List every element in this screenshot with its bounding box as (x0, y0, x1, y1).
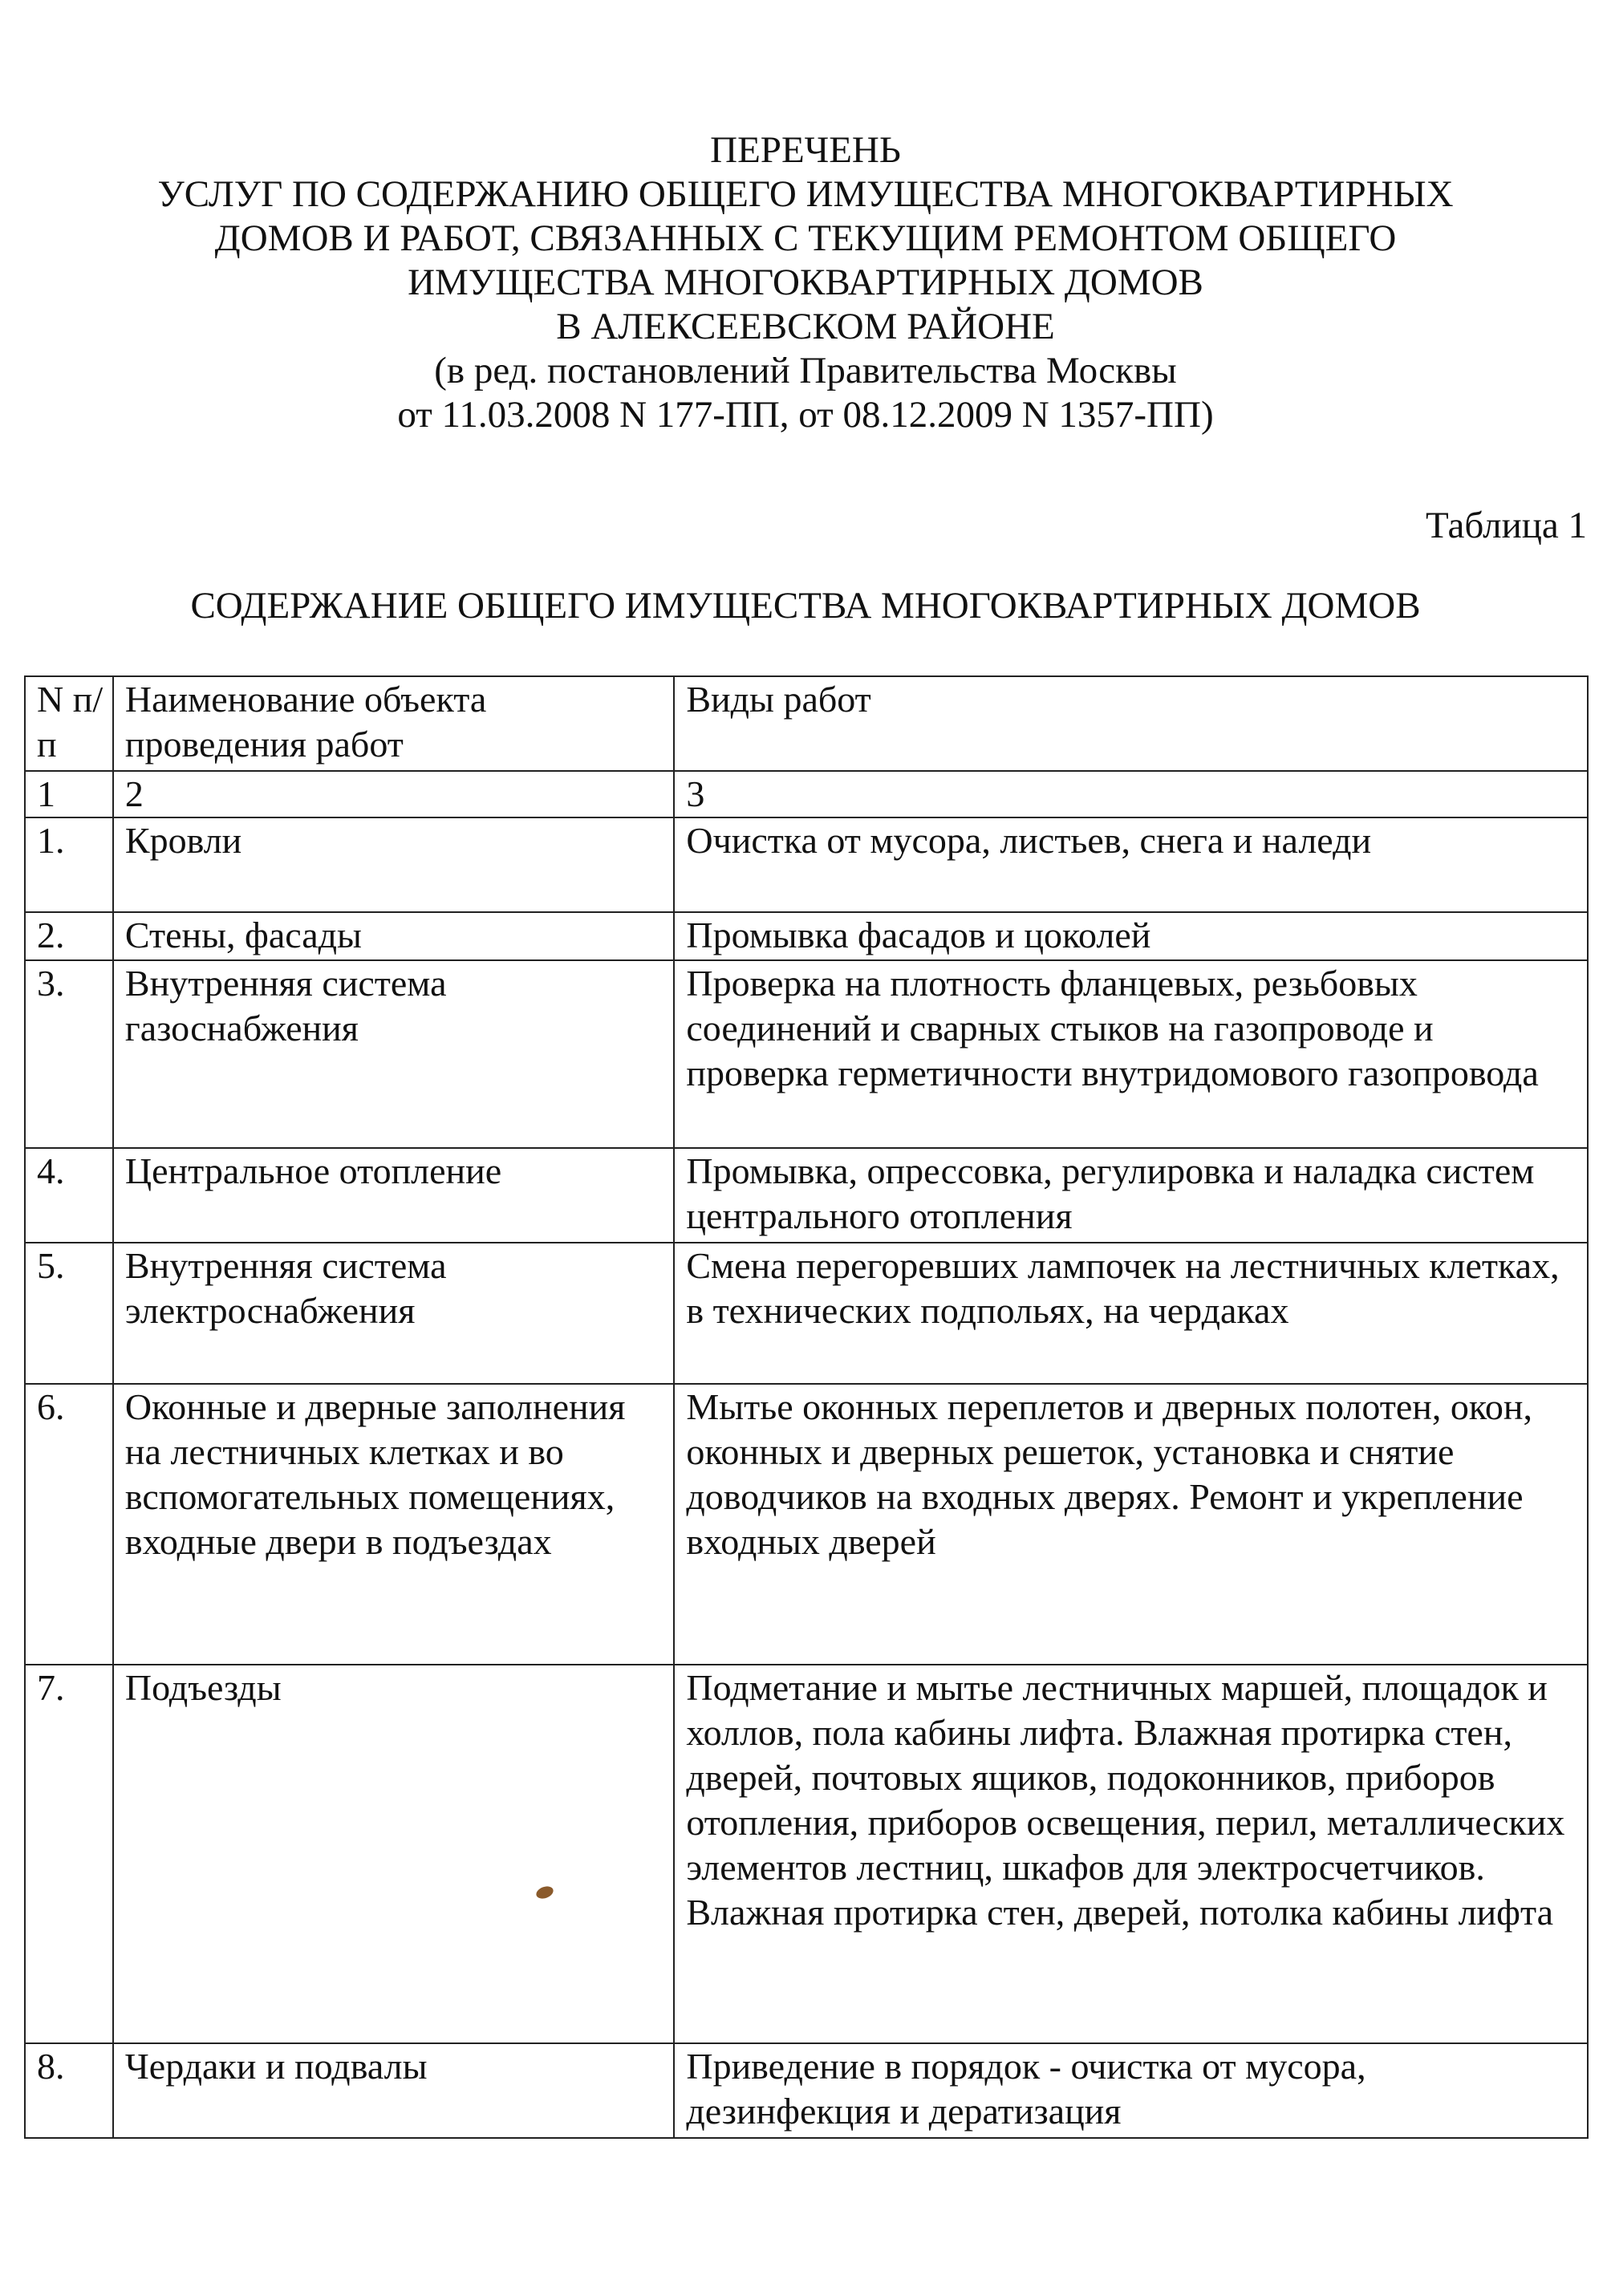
table-row (25, 817, 1588, 912)
row-works-text: Приведение в порядок - очистка от мусора, дезинфекция и дератизация (686, 2046, 1366, 2132)
row-object-text: Подъезды (124, 1667, 282, 1708)
row-works-text: Смена перегоревших лампочек на лестничных клетках, в технических подпольях, на чердаках (686, 1245, 1560, 1331)
row-num-cell (25, 1384, 113, 1665)
table-number-label: Таблица 1 (1425, 505, 1587, 546)
row-num-cell (25, 960, 113, 1148)
heading-line: от 11.03.2008 N 177-ПП, от 08.12.2009 N 1357-ПП) (397, 394, 1214, 436)
row-num-text: 3. (37, 963, 65, 1004)
table-row (25, 2043, 1588, 2138)
column-number-text: 2 (124, 773, 144, 814)
row-object-cell (113, 1243, 674, 1384)
document-heading (0, 128, 1611, 437)
row-works-text: Промывка, опрессовка, регулировка и наладка систем центрального отопления (686, 1150, 1535, 1236)
row-object-cell (113, 1148, 674, 1243)
row-works-cell (674, 960, 1588, 1148)
heading-line: УСЛУГ ПО СОДЕРЖАНИЮ ОБЩЕГО ИМУЩЕСТВА МНОГОКВАРТИРНЫХ (157, 173, 1454, 215)
table-row (25, 960, 1588, 1148)
row-works-text: Проверка на плотность фланцевых, резьбовых соединений и сварных стыков на газопроводе и проверка герметичности внутридомового газопровода (686, 963, 1539, 1093)
row-object-text: Оконные и дверные заполнения на лестничных клетках и во вспомогательных помещениях, входные двери в подъездах (124, 1386, 626, 1562)
row-num-text: 6. (37, 1386, 65, 1427)
header-cell-object (113, 676, 674, 771)
row-works-cell (674, 1148, 1588, 1243)
row-num-cell (25, 817, 113, 912)
row-works-text: Очистка от мусора, листьев, снега и наледи (686, 820, 1372, 861)
row-num-text: 5. (37, 1245, 65, 1286)
heading-line: ИМУЩЕСТВА МНОГОКВАРТИРНЫХ ДОМОВ (408, 262, 1203, 303)
row-num-cell (25, 1148, 113, 1243)
column-number-text: 3 (686, 773, 705, 814)
row-num-text: 1. (37, 820, 65, 861)
row-object-text: Кровли (124, 820, 242, 861)
row-object-cell (113, 1665, 674, 2043)
table-row (25, 1665, 1588, 2043)
heading-line: В АЛЕКСЕЕВСКОМ РАЙОНЕ (556, 306, 1055, 347)
table-row (25, 1148, 1588, 1243)
row-object-text: Внутренняя система газоснабжения (124, 963, 447, 1049)
column-number-row (25, 771, 1588, 817)
row-object-cell (113, 817, 674, 912)
row-object-cell (113, 912, 674, 960)
row-works-text: Мытье оконных переплетов и дверных полотен, окон, оконных и дверных решеток, установка и снятие доводчиков на входных дверях. Ремонт и укрепление входных дверей (686, 1386, 1532, 1562)
row-num-cell (25, 2043, 113, 2138)
row-num-text: 4. (37, 1150, 65, 1191)
row-works-text: Подметание и мытье лестничных маршей, площадок и холлов, пола кабины лифта. Влажная протирка стен, дверей, почтовых ящиков, подоконников, приборов отопления, приборов освещения, перил, металлических элементов лестниц, шкафов для электросчетчиков. Влажная протирка стен, дверей, потолка кабины лифта (686, 1667, 1565, 1933)
row-object-text: Стены, фасады (124, 915, 362, 955)
heading-line: ДОМОВ И РАБОТ, СВЯЗАННЫХ С ТЕКУЩИМ РЕМОНТОМ ОБЩЕГО (214, 217, 1397, 259)
column-number-text: 1 (37, 773, 55, 814)
table-row (25, 1243, 1588, 1384)
row-object-text: Чердаки и подвалы (124, 2046, 428, 2087)
header-works-text: Виды работ (686, 679, 871, 720)
header-cell-works (674, 676, 1588, 771)
row-object-cell (113, 2043, 674, 2138)
row-object-cell (113, 960, 674, 1148)
row-num-text: 2. (37, 915, 65, 955)
column-number-cell (674, 771, 1588, 817)
table-row (25, 1384, 1588, 1665)
header-cell-num (25, 676, 113, 771)
row-object-text: Внутренняя система электроснабжения (124, 1245, 447, 1331)
row-object-cell (113, 1384, 674, 1665)
header-num-text: N п/п (37, 679, 103, 765)
works-table (24, 675, 1589, 2139)
row-works-cell (674, 1665, 1588, 2043)
row-works-cell (674, 912, 1588, 960)
column-number-cell (113, 771, 674, 817)
row-num-cell (25, 1243, 113, 1384)
row-object-text: Центральное отопление (124, 1150, 502, 1191)
row-num-text: 7. (37, 1667, 65, 1708)
heading-line: ПЕРЕЧЕНЬ (710, 129, 901, 171)
table-row (25, 912, 1588, 960)
row-num-cell (25, 912, 113, 960)
heading-line: (в ред. постановлений Правительства Москвы (434, 350, 1177, 391)
section-title: СОДЕРЖАНИЕ ОБЩЕГО ИМУЩЕСТВА МНОГОКВАРТИРНЫХ ДОМОВ (190, 585, 1421, 627)
table-header-row (25, 676, 1588, 771)
row-works-text: Промывка фасадов и цоколей (686, 915, 1151, 955)
column-number-cell (25, 771, 113, 817)
row-works-cell (674, 1384, 1588, 1665)
row-num-text: 8. (37, 2046, 65, 2087)
row-num-cell (25, 1665, 113, 2043)
row-works-cell (674, 1243, 1588, 1384)
row-works-cell (674, 817, 1588, 912)
header-object-text: Наименование объекта проведения работ (124, 679, 487, 765)
row-works-cell (674, 2043, 1588, 2138)
